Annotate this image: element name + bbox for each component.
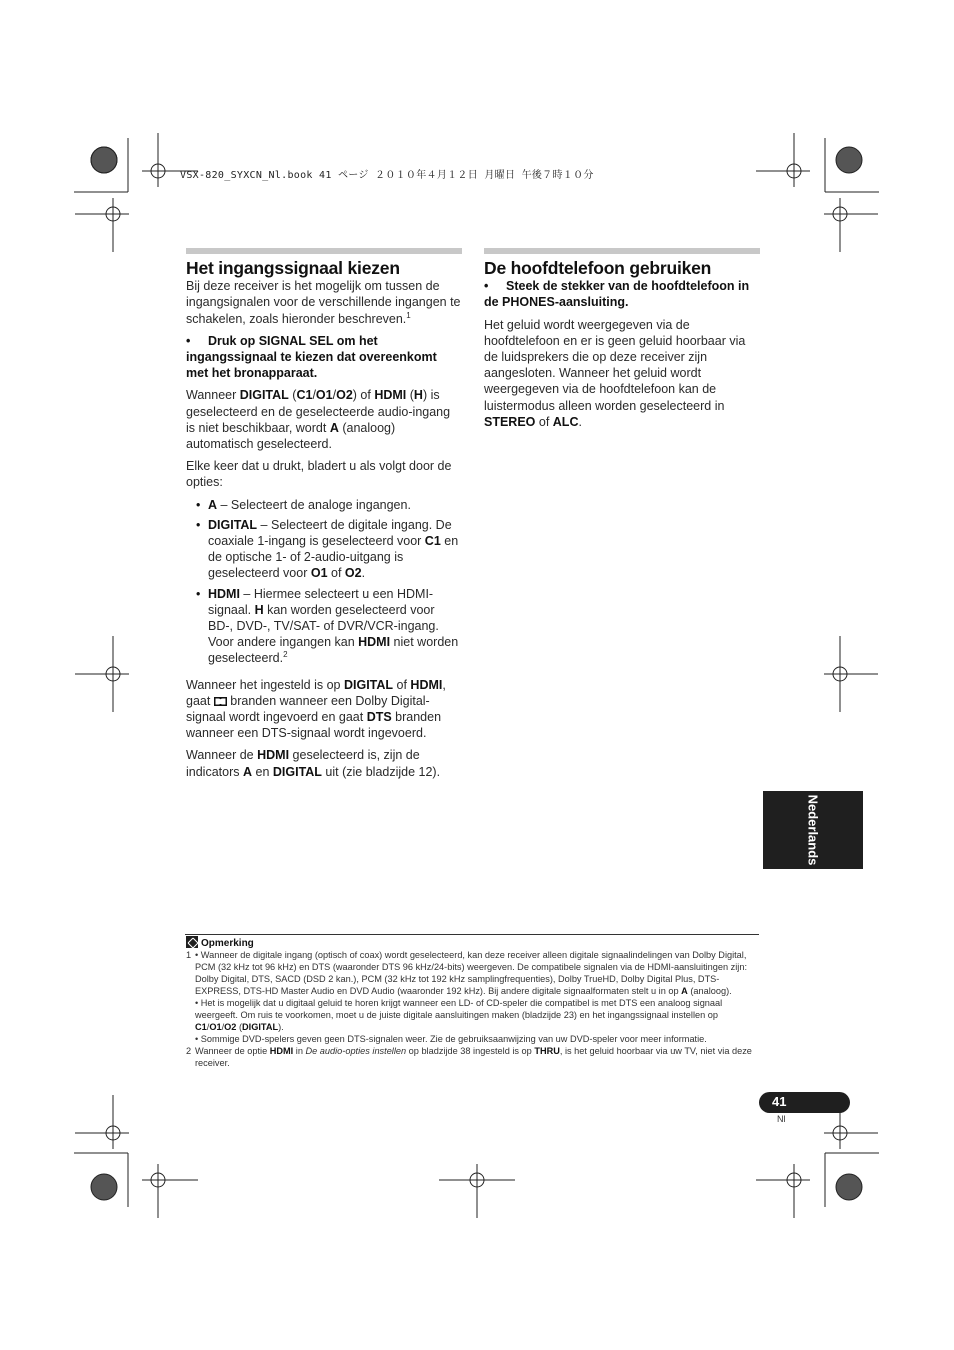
language-tab: [763, 791, 863, 869]
starburst-mark-top-left: [91, 147, 117, 173]
list-item-option-hdmi: • HDMI – Hiermee selecteert u een HDMI-signaal. H kan worden geselecteerd voor BD-, DVD-, TV/SAT- of DVR/VCR-ingang. Voor andere ingangen kan HDMI niet worden geselecteerd.$^2$: [208, 586, 462, 667]
options-list: [186, 497, 462, 667]
notes-heading: Opmerking: [186, 936, 254, 949]
dolby-digital-icon: [214, 697, 227, 706]
section-rule: [186, 248, 462, 254]
print-header-line: VSX-820_SYXCN_Nl.book 41 ページ ２０１０年４月１２日 月曜日 午後７時１０分: [180, 170, 594, 181]
paragraph-dolby-dts: Wanneer het ingesteld is op DIGITAL of HDMI, gaat branden wanneer een Dolby Digital-signaal wordt ingevoerd en gaat DTS branden wanneer een DTS-signaal wordt ingevoerd.: [186, 677, 446, 741]
footnote-1: 1 • Wanneer de digitale ingang (optisch of coax) wordt geselecteerd, kan deze receiver alleen digitale signaalindelingen van Dolby Digital, PCM (32 kHz tot 96 kHz) en DTS (waaronder DTS 96 kHz/24-bits) weergeven. De compatibele signalen via de HDMI-aansluitingen zijn: Dolby Digital, DTS, SACD (DSD 2 kan.), PCM (32 kHz tot 192 kHz samplingfrequenties), Dolby TrueHD, Dolby Digital Plus, DTS-EXPRESS, DTS-HD Master Audio en DVD Audio (waaronder 192 kHz). Bij andere digitale signaalformaten stelt u in op A (analoog). • Het is mogelijk dat u digitaal geluid te horen krijgt wanneer een LD- of CD-speler die compatibel is met DTS een analoog signaal weergeeft. Om ruis te voorkomen, moet u de juiste digitale aansluitingen maken (bladzijde 23) en het ingangssignaal instellen op C1/O1/O2 (DIGITAL). • Sommige DVD-spelers geven geen DTS-signalen weer. Zie de gebruiksaanwijzing van uw DVD-speler voor meer informatie.: [186, 950, 747, 1044]
note-icon: [186, 936, 198, 948]
section-title-headphones: De hoofdtelefoon gebruiken: [484, 258, 712, 278]
paragraph-digital-hdmi: Wanneer DIGITAL (C1/O1/O2) of HDMI (H) is geselecteerd en de geselecteerde audio-ingang is niet beschikbaar, wordt A (analoog) automatisch geselecteerd.: [186, 388, 451, 452]
list-item-option-a: • A – Selecteert de analoge ingangen.: [208, 497, 462, 513]
right-column: [484, 248, 760, 436]
instruction-phones: • Steek de stekker van de hoofdtelefoon in de PHONES-aansluiting.: [484, 279, 750, 310]
footnote-2: 2 Wanneer de optie HDMI in De audio-opties instellen op bladzijde 38 ingesteld is op THRU, is het geluid hoorbaar via uw TV, niet via deze receiver.: [186, 1046, 752, 1068]
language-tab-label: Nederlands: [805, 794, 821, 866]
page-language-code: Nl: [777, 1114, 786, 1124]
footnotes: [186, 949, 760, 1069]
list-item-option-digital: • DIGITAL – Selecteert de digitale ingang. De coaxiale 1-ingang is geselecteerd voor C1 en de optische 1- of 2-audio-uitgang is geselecteerd voor O1 of O2.: [208, 517, 462, 582]
section-rule: [484, 248, 760, 254]
page-number: 41: [772, 1094, 787, 1109]
section-title-input-signal: Het ingangssignaal kiezen: [186, 258, 400, 278]
instruction-signal-sel: • Druk op SIGNAL SEL om het ingangssignaal te kiezen dat overeenkomt met het bronapparaat.: [186, 333, 437, 381]
footnote-ref-2: 2: [283, 650, 288, 660]
notes-divider: [185, 934, 759, 935]
footnote-ref-1: 1: [406, 310, 411, 320]
paragraph-options-intro: Elke keer dat u drukt, bladert u als volgt door de opties:: [186, 459, 452, 490]
paragraph-headphones: Het geluid wordt weergegeven via de hoofdtelefoon en er is geen geluid hoorbaar via de luidsprekers die op deze receiver zijn aangesloten. Wanneer het geluid wordt weergegeven via de hoofdtelefoon kan de luistermodus alleen worden geselecteerd in STEREO of ALC.: [484, 317, 746, 429]
left-column: [186, 248, 462, 786]
paragraph-hdmi-indicators: Wanneer de HDMI geselecteerd is, zijn de indicators A en DIGITAL uit (zie bladzijde 12).: [186, 748, 441, 779]
intro-paragraph: Bij deze receiver is het mogelijk om tussen de ingangsignalen voor de verschillende ingangen te schakelen, zoals hieronder beschreven.$^1$: [186, 279, 461, 326]
